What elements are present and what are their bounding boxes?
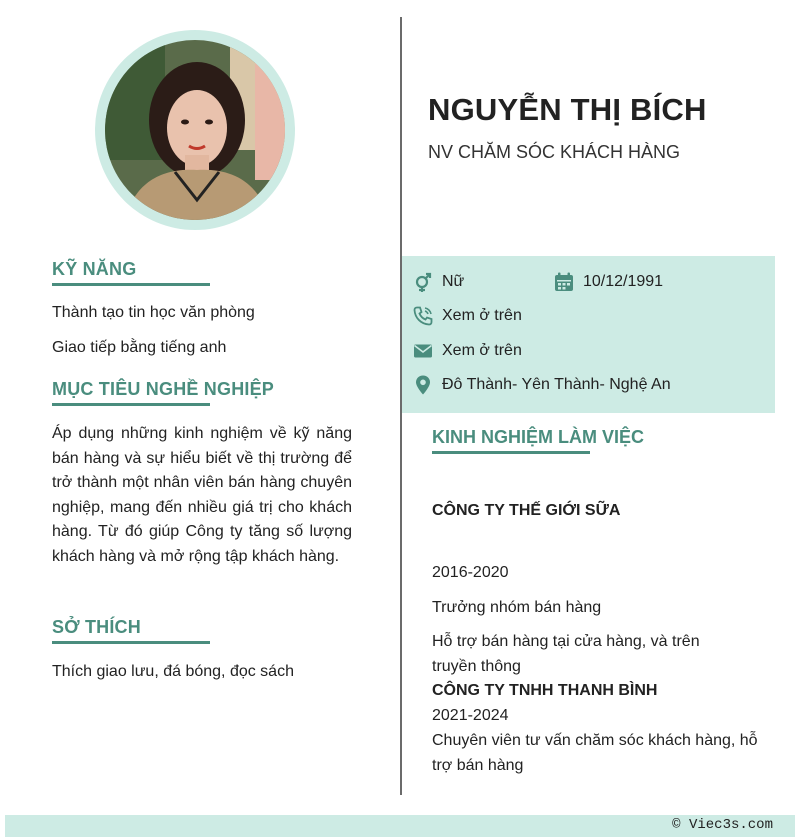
objective-text: Áp dụng những kinh nghiệm về kỹ năng bán hàng và sự hiểu biết về thị trường để trở thành một nhân viên bán hàng chuyên nghiệp, mang đến nhiều giá trị cho khách hàng. Từ đó giúp Công ty tăng số lượng khách hàng và mở rộng tập khách hàng.	[52, 425, 352, 565]
job-company: CÔNG TY TNHH THANH BÌNH	[432, 682, 658, 699]
avatar-photo	[105, 40, 285, 220]
contact-gender	[412, 271, 464, 293]
job-company: CÔNG TY THẾ GIỚI SỮA	[432, 502, 621, 519]
avatar	[105, 40, 285, 220]
contact-phone	[412, 305, 522, 327]
skill-item: Giao tiếp bằng tiếng anh	[52, 339, 227, 356]
gender-icon	[412, 271, 434, 293]
job-description: Chuyên viên tư vấn chăm sóc khách hàng, hỗ trợ bán hàng	[432, 732, 758, 774]
job-title: NV CHĂM SÓC KHÁCH HÀNG	[428, 142, 681, 162]
contact-email	[412, 340, 522, 362]
skills-title: KỸ NĂNG	[52, 259, 137, 279]
contact-address	[412, 374, 671, 396]
experience-underline	[432, 451, 590, 454]
experience-title: KINH NGHIỆM LÀM VIỆC	[432, 427, 645, 447]
email-value: Xem ở trên	[442, 342, 522, 359]
hobbies-underline	[52, 641, 210, 644]
skills-underline	[52, 283, 210, 286]
objective-underline	[52, 403, 210, 406]
job-role: Trưởng nhóm bán hàng	[432, 599, 602, 616]
footer-bar	[5, 815, 795, 837]
hobbies-text: Thích giao lưu, đá bóng, đọc sách	[52, 663, 294, 680]
envelope-icon	[412, 340, 434, 362]
calendar-icon	[553, 271, 575, 293]
hobbies-title: SỞ THÍCH	[52, 617, 141, 637]
job-description: Hỗ trợ bán hàng tại cửa hàng, và trên truyền thông	[432, 633, 700, 675]
copyright-text: © Viec3s.com	[672, 817, 773, 833]
birthday-value: 10/12/1991	[583, 273, 664, 290]
objective-title: MỤC TIÊU NGHỀ NGHIỆP	[52, 379, 275, 399]
candidate-name: NGUYỄN THỊ BÍCH	[428, 92, 707, 127]
address-value: Đô Thành- Yên Thành- Nghệ An	[442, 376, 671, 393]
contact-birthday	[553, 271, 663, 293]
contact-panel	[402, 256, 775, 413]
phone-value: Xem ở trên	[442, 307, 522, 324]
phone-icon	[412, 305, 434, 327]
skill-item: Thành tạo tin học văn phòng	[52, 304, 255, 321]
job-period: 2021-2024	[432, 707, 509, 724]
job-period: 2016-2020	[432, 564, 509, 581]
gender-value: Nữ	[442, 273, 465, 290]
location-pin-icon	[412, 374, 434, 396]
